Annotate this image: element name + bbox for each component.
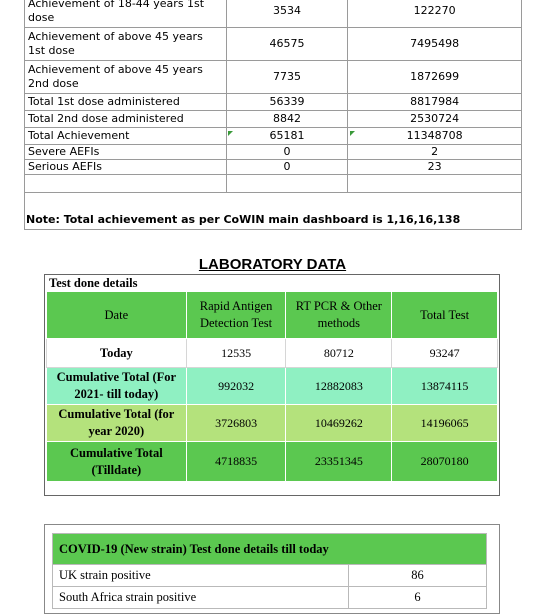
total-value: 93247	[392, 339, 498, 368]
cumulative-value: 11348708	[348, 128, 522, 145]
rapid-value: 12535	[186, 339, 286, 368]
table-row	[25, 128, 522, 145]
table-row	[47, 405, 498, 442]
strain-value: 86	[349, 565, 487, 587]
cell-comment-marker	[228, 131, 233, 136]
cumulative-value: 122270	[348, 0, 522, 28]
row-label: Cumulative Total (Tilldate)	[47, 442, 187, 482]
cumulative-value: 23	[348, 160, 522, 175]
lab-table	[46, 291, 498, 482]
row-label: Total 1st dose administered	[25, 94, 227, 111]
total-value: 13874115	[392, 368, 498, 405]
row-label: Today	[47, 339, 187, 368]
today-value: 0	[226, 145, 348, 160]
cumulative-value: 2530724	[348, 111, 522, 128]
rtpcr-value: 80712	[286, 339, 392, 368]
today-value: 0	[226, 160, 348, 175]
rapid-value: 3726803	[186, 405, 286, 442]
cell-comment-marker	[350, 131, 355, 136]
row-label: UK strain positive	[53, 565, 349, 587]
total-value: 28070180	[392, 442, 498, 482]
table-row	[25, 160, 522, 175]
rapid-value: 992032	[186, 368, 286, 405]
header-rtpcr: RT PCR & Other methods	[286, 292, 392, 339]
table-row	[53, 587, 487, 609]
rtpcr-value: 10469262	[286, 405, 392, 442]
today-value: 65181	[226, 128, 348, 145]
row-label: Total 2nd dose administered	[25, 111, 227, 128]
header-date: Date	[47, 292, 187, 339]
cumulative-value: 1872699	[348, 61, 522, 94]
cumulative-value: 2	[348, 145, 522, 160]
lab-table-caption: Test done details	[49, 276, 138, 290]
table-row	[47, 368, 498, 405]
table-row	[53, 565, 487, 587]
table-row	[25, 145, 522, 160]
strain-title: COVID-19 (New strain) Test done details till today	[53, 534, 487, 565]
lab-header-row	[47, 292, 498, 339]
lab-section-title: LABORATORY DATA	[198, 256, 347, 273]
table-row	[25, 0, 522, 28]
strain-header-row	[53, 534, 487, 565]
table-row	[47, 339, 498, 368]
rtpcr-value: 23351345	[286, 442, 392, 482]
today-value: 56339	[226, 94, 348, 111]
row-label: Serious AEFIs	[25, 160, 227, 175]
rapid-value: 4718835	[186, 442, 286, 482]
today-value: 8842	[226, 111, 348, 128]
today-value: 46575	[226, 28, 348, 61]
table-row	[25, 94, 522, 111]
strain-table	[52, 533, 487, 609]
row-label: Achievement of above 45 years 1st dose	[25, 28, 227, 61]
rtpcr-value: 12882083	[286, 368, 392, 405]
today-value: 7735	[226, 61, 348, 94]
header-rapid: Rapid Antigen Detection Test	[186, 292, 286, 339]
cumulative-value: 7495498	[348, 28, 522, 61]
strain-value: 6	[349, 587, 487, 609]
today-value: 3534	[226, 0, 348, 28]
row-label: Total Achievement	[25, 128, 227, 145]
cumulative-value: 8817984	[348, 94, 522, 111]
row-label: Cumulative Total (For 2021- till today)	[47, 368, 187, 405]
total-value: 14196065	[392, 405, 498, 442]
row-label: South Africa strain positive	[53, 587, 349, 609]
table-row	[25, 111, 522, 128]
row-label: Achievement of 18-44 years 1st dose	[25, 0, 227, 28]
header-total: Total Test	[392, 292, 498, 339]
table-row	[47, 442, 498, 482]
cowin-note: Note: Total achievement as per CoWIN main dashboard is 1,16,16,138	[26, 213, 461, 226]
vaccination-table	[24, 0, 522, 193]
table-row	[25, 61, 522, 94]
row-label: Cumulative Total (for year 2020)	[47, 405, 187, 442]
table-row	[25, 28, 522, 61]
row-label: Achievement of above 45 years 2nd dose	[25, 61, 227, 94]
row-label: Severe AEFIs	[25, 145, 227, 160]
